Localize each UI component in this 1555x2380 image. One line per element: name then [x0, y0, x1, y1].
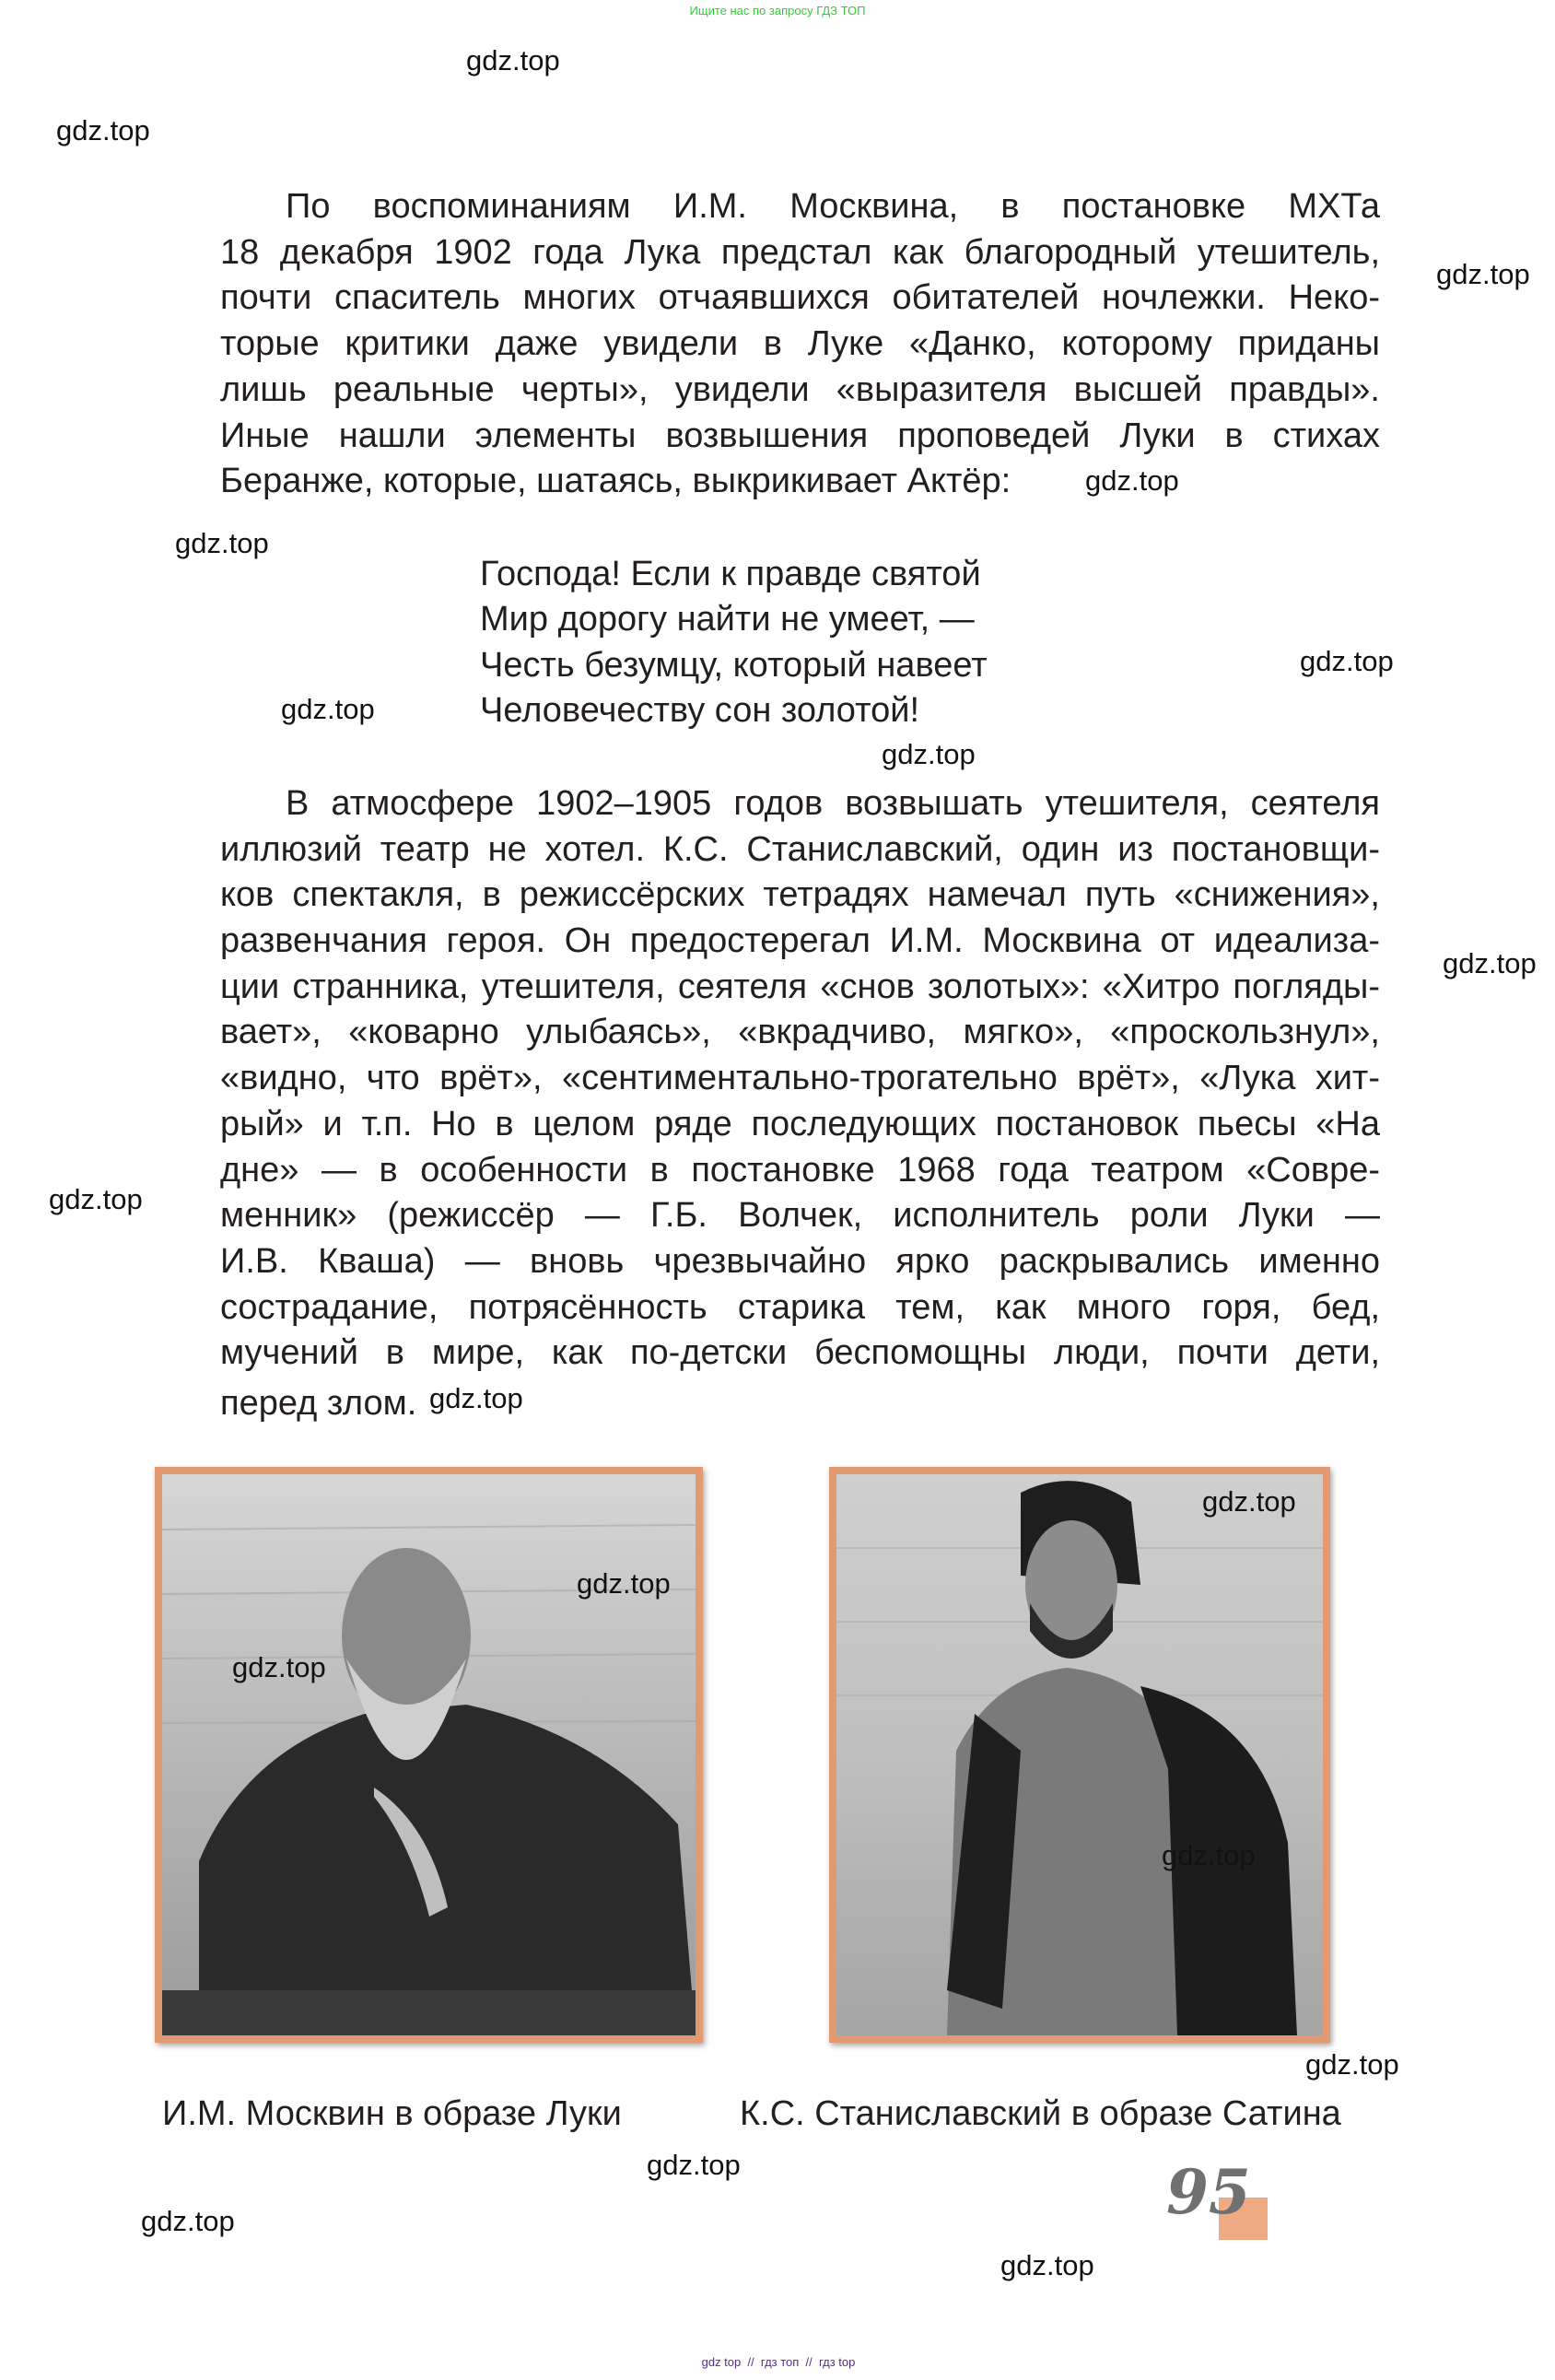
text-line: торые критики даже увидели в Луке «Данко, которому приданы [220, 324, 1380, 363]
text-line: «видно, что врёт», «сентиментально-трогательно врёт», «Лука хит- [220, 1059, 1380, 1097]
text-line: перед злом. [220, 1384, 417, 1423]
text-line: По воспоминаниям И.М. Москвина, в постановке МХТа [286, 187, 1380, 226]
watermark: gdz.top [429, 1382, 523, 1414]
text-line: иллюзий театр не хотел. К.С. Станиславский, один из постановщи- [220, 830, 1380, 869]
page-number: 95 [1166, 2156, 1251, 2228]
text-line: Беранже, которые, шатаясь, выкрикивает Актёр: [220, 462, 1011, 500]
header-notice: Ищите нас по запросу ГДЗ ТОП [689, 4, 866, 18]
watermark: gdz.top [882, 738, 976, 770]
text-line: мучений в мире, как по-детски беспомощны люди, почти дети, [220, 1333, 1380, 1372]
watermark: gdz.top [141, 2205, 235, 2237]
watermark: gdz.top [1436, 258, 1530, 290]
figure-caption: И.М. Москвин в образе Луки [162, 2094, 622, 2133]
text-line: ков спектакля, в режиссёрских тетрадях намечал путь «снижения», [220, 875, 1380, 914]
photo-stanislavsky-as-satin [829, 1467, 1330, 2043]
watermark: gdz.top [466, 44, 560, 76]
watermark: gdz.top [1300, 645, 1394, 677]
watermark: gdz.top [56, 114, 150, 147]
text-line: почти спаситель многих отчаявшихся обитателей ночлежки. Неко- [220, 278, 1380, 317]
photo-illustration [836, 1474, 1323, 2035]
text-line: 18 декабря 1902 года Лука предстал как благородный утешитель, [220, 233, 1380, 272]
watermark: gdz.top [281, 693, 375, 725]
text-line: Иные нашли элементы возвышения проповедей Луки в стихах [220, 416, 1380, 455]
watermark: gdz.top [1305, 2048, 1399, 2081]
watermark: gdz.top [49, 1183, 143, 1215]
text-line: И.В. Кваша) — вновь чрезвычайно ярко раскрывались именно [220, 1242, 1380, 1281]
watermark: gdz.top [647, 2149, 741, 2181]
text-line: вает», «коварно улыбаясь», «вкрадчиво, мягко», «проскользнул», [220, 1013, 1380, 1051]
watermark: gdz.top [1000, 2249, 1094, 2281]
watermark: gdz.top [1085, 464, 1179, 497]
text-line: ции странника, утешителя, сеятеля «снов золотых»: «Хитро погляды- [220, 967, 1380, 1006]
figure-caption: К.С. Станиславский в образе Сатина [740, 2094, 1341, 2133]
watermark: gdz.top [232, 1651, 326, 1683]
text-line: рый» и т.п. Но в целом ряде последующих постановок пьесы «На [220, 1105, 1380, 1143]
footer-notice: gdz top // гдз топ // гдз top [701, 2355, 856, 2369]
text-line: дне» — в особенности в постановке 1968 года театром «Совре- [220, 1151, 1380, 1190]
text-line: менник» (режиссёр — Г.Б. Волчек, исполнитель роли Луки — [220, 1196, 1380, 1235]
text-line: лишь реальные черты», увидели «выразителя высшей правды». [220, 370, 1380, 409]
photo-moskvin-as-luka [155, 1467, 703, 2043]
watermark: gdz.top [1162, 1839, 1256, 1871]
poem-line: Честь безумцу, который навеет [480, 646, 988, 685]
text-line: развенчания героя. Он предостерегал И.М. Москвина от идеализа- [220, 921, 1380, 960]
poem-line: Мир дорогу найти не умеет, — [480, 600, 975, 639]
text-line: В атмосфере 1902–1905 годов возвышать утешителя, сеятеля [286, 784, 1380, 823]
poem-line: Человечеству сон золотой! [480, 691, 920, 730]
watermark: gdz.top [1443, 947, 1537, 979]
watermark: gdz.top [1202, 1485, 1296, 1518]
watermark: gdz.top [175, 527, 269, 559]
text-line: сострадание, потрясённость старика тем, как много горя, бед, [220, 1288, 1380, 1327]
poem-line: Господа! Если к правде святой [480, 555, 981, 593]
watermark: gdz.top [577, 1567, 671, 1600]
photo-illustration [162, 1474, 696, 2035]
